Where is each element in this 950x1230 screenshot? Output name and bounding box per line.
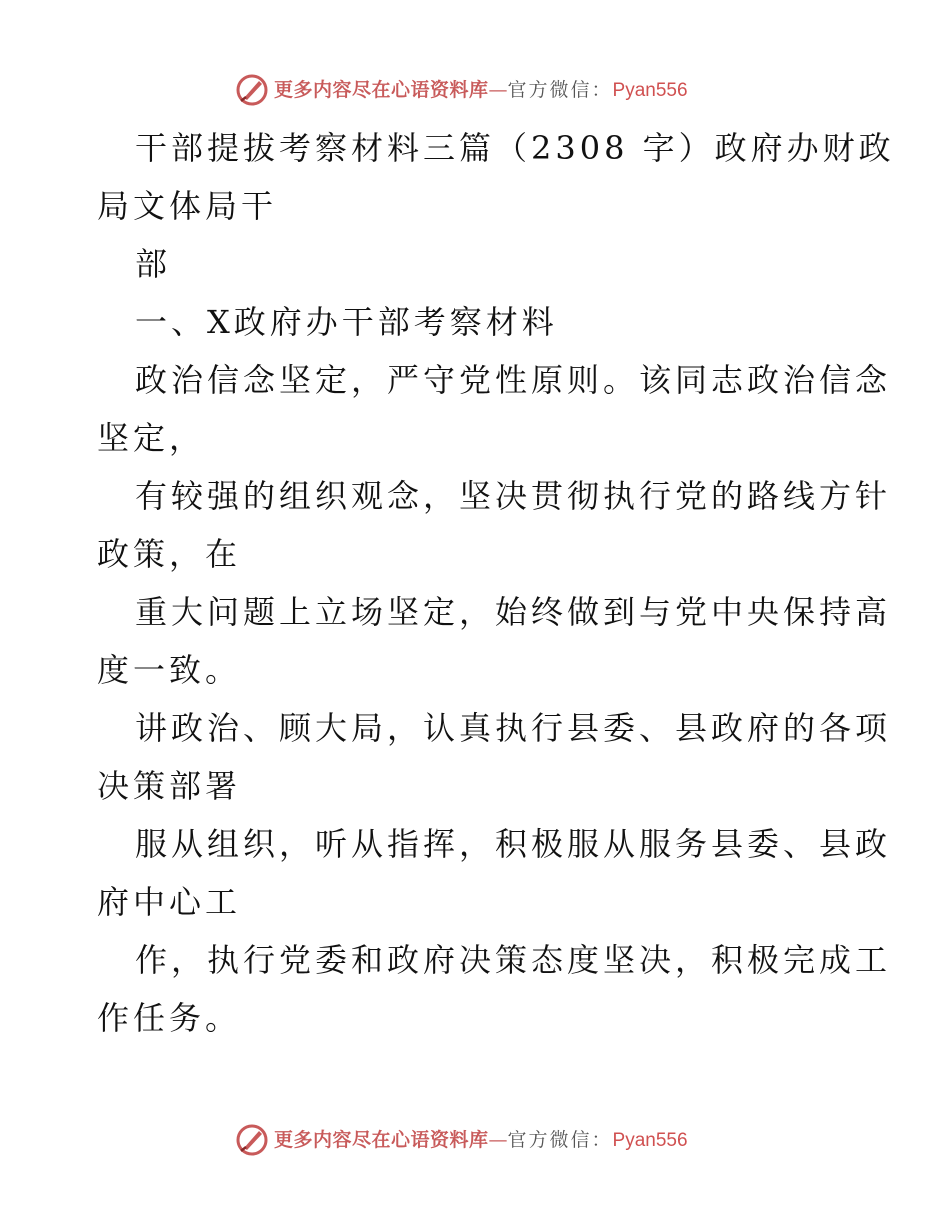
paragraph-1-line-1: 政治信念坚定，严守党性原则。该同志政治信念 (135, 361, 892, 399)
banner-separator: — (488, 79, 508, 101)
paragraph-2-line-1: 有较强的组织观念，坚决贯彻执行党的路线方针 (135, 477, 892, 515)
banner-slogan: 更多内容尽在心语资料库 (274, 1129, 489, 1151)
paragraph-6-line-1: 作，执行党委和政府决策态度坚决，积极完成工 (135, 941, 892, 979)
paragraph-5-line-1: 服从组织，听从指挥，积极服从服务县委、县政 (135, 825, 892, 863)
footer-banner (0, 1120, 950, 1160)
banner-wechat-label: 官方微信： (507, 1129, 613, 1151)
banner-separator: — (488, 1129, 508, 1151)
paragraph-2-line-2: 政策，在 (97, 535, 242, 573)
document-title-line-1: 干部提拔考察材料三篇（2308 字）政府办财政 (135, 129, 895, 167)
paragraph-4-line-2: 决策部署 (97, 767, 242, 805)
banner-wechat-label: 官方微信： (507, 79, 613, 101)
paragraph-3-line-1: 重大问题上立场坚定，始终做到与党中央保持高 (135, 593, 892, 631)
quill-logo-icon (235, 1123, 269, 1157)
paragraph-3-line-2: 度一致。 (97, 651, 242, 689)
document-title-line-2: 局文体局干 (97, 187, 278, 225)
paragraph-5-line-2: 府中心工 (97, 883, 242, 921)
document-title-line-3: 部 (135, 245, 172, 283)
paragraph-6-line-2: 作任务。 (97, 999, 242, 1037)
banner-slogan: 更多内容尽在心语资料库 (274, 79, 489, 101)
paragraph-4-line-1: 讲政治、顾大局，认真执行县委、县政府的各项 (135, 709, 892, 747)
banner-text (274, 1127, 688, 1154)
section-heading: 一、X政府办干部考察材料 (135, 303, 558, 341)
banner-wechat-id: Pyan556 (612, 80, 688, 101)
banner-wechat-id: Pyan556 (612, 1130, 688, 1151)
paragraph-1-line-2: 坚定， (97, 419, 206, 457)
